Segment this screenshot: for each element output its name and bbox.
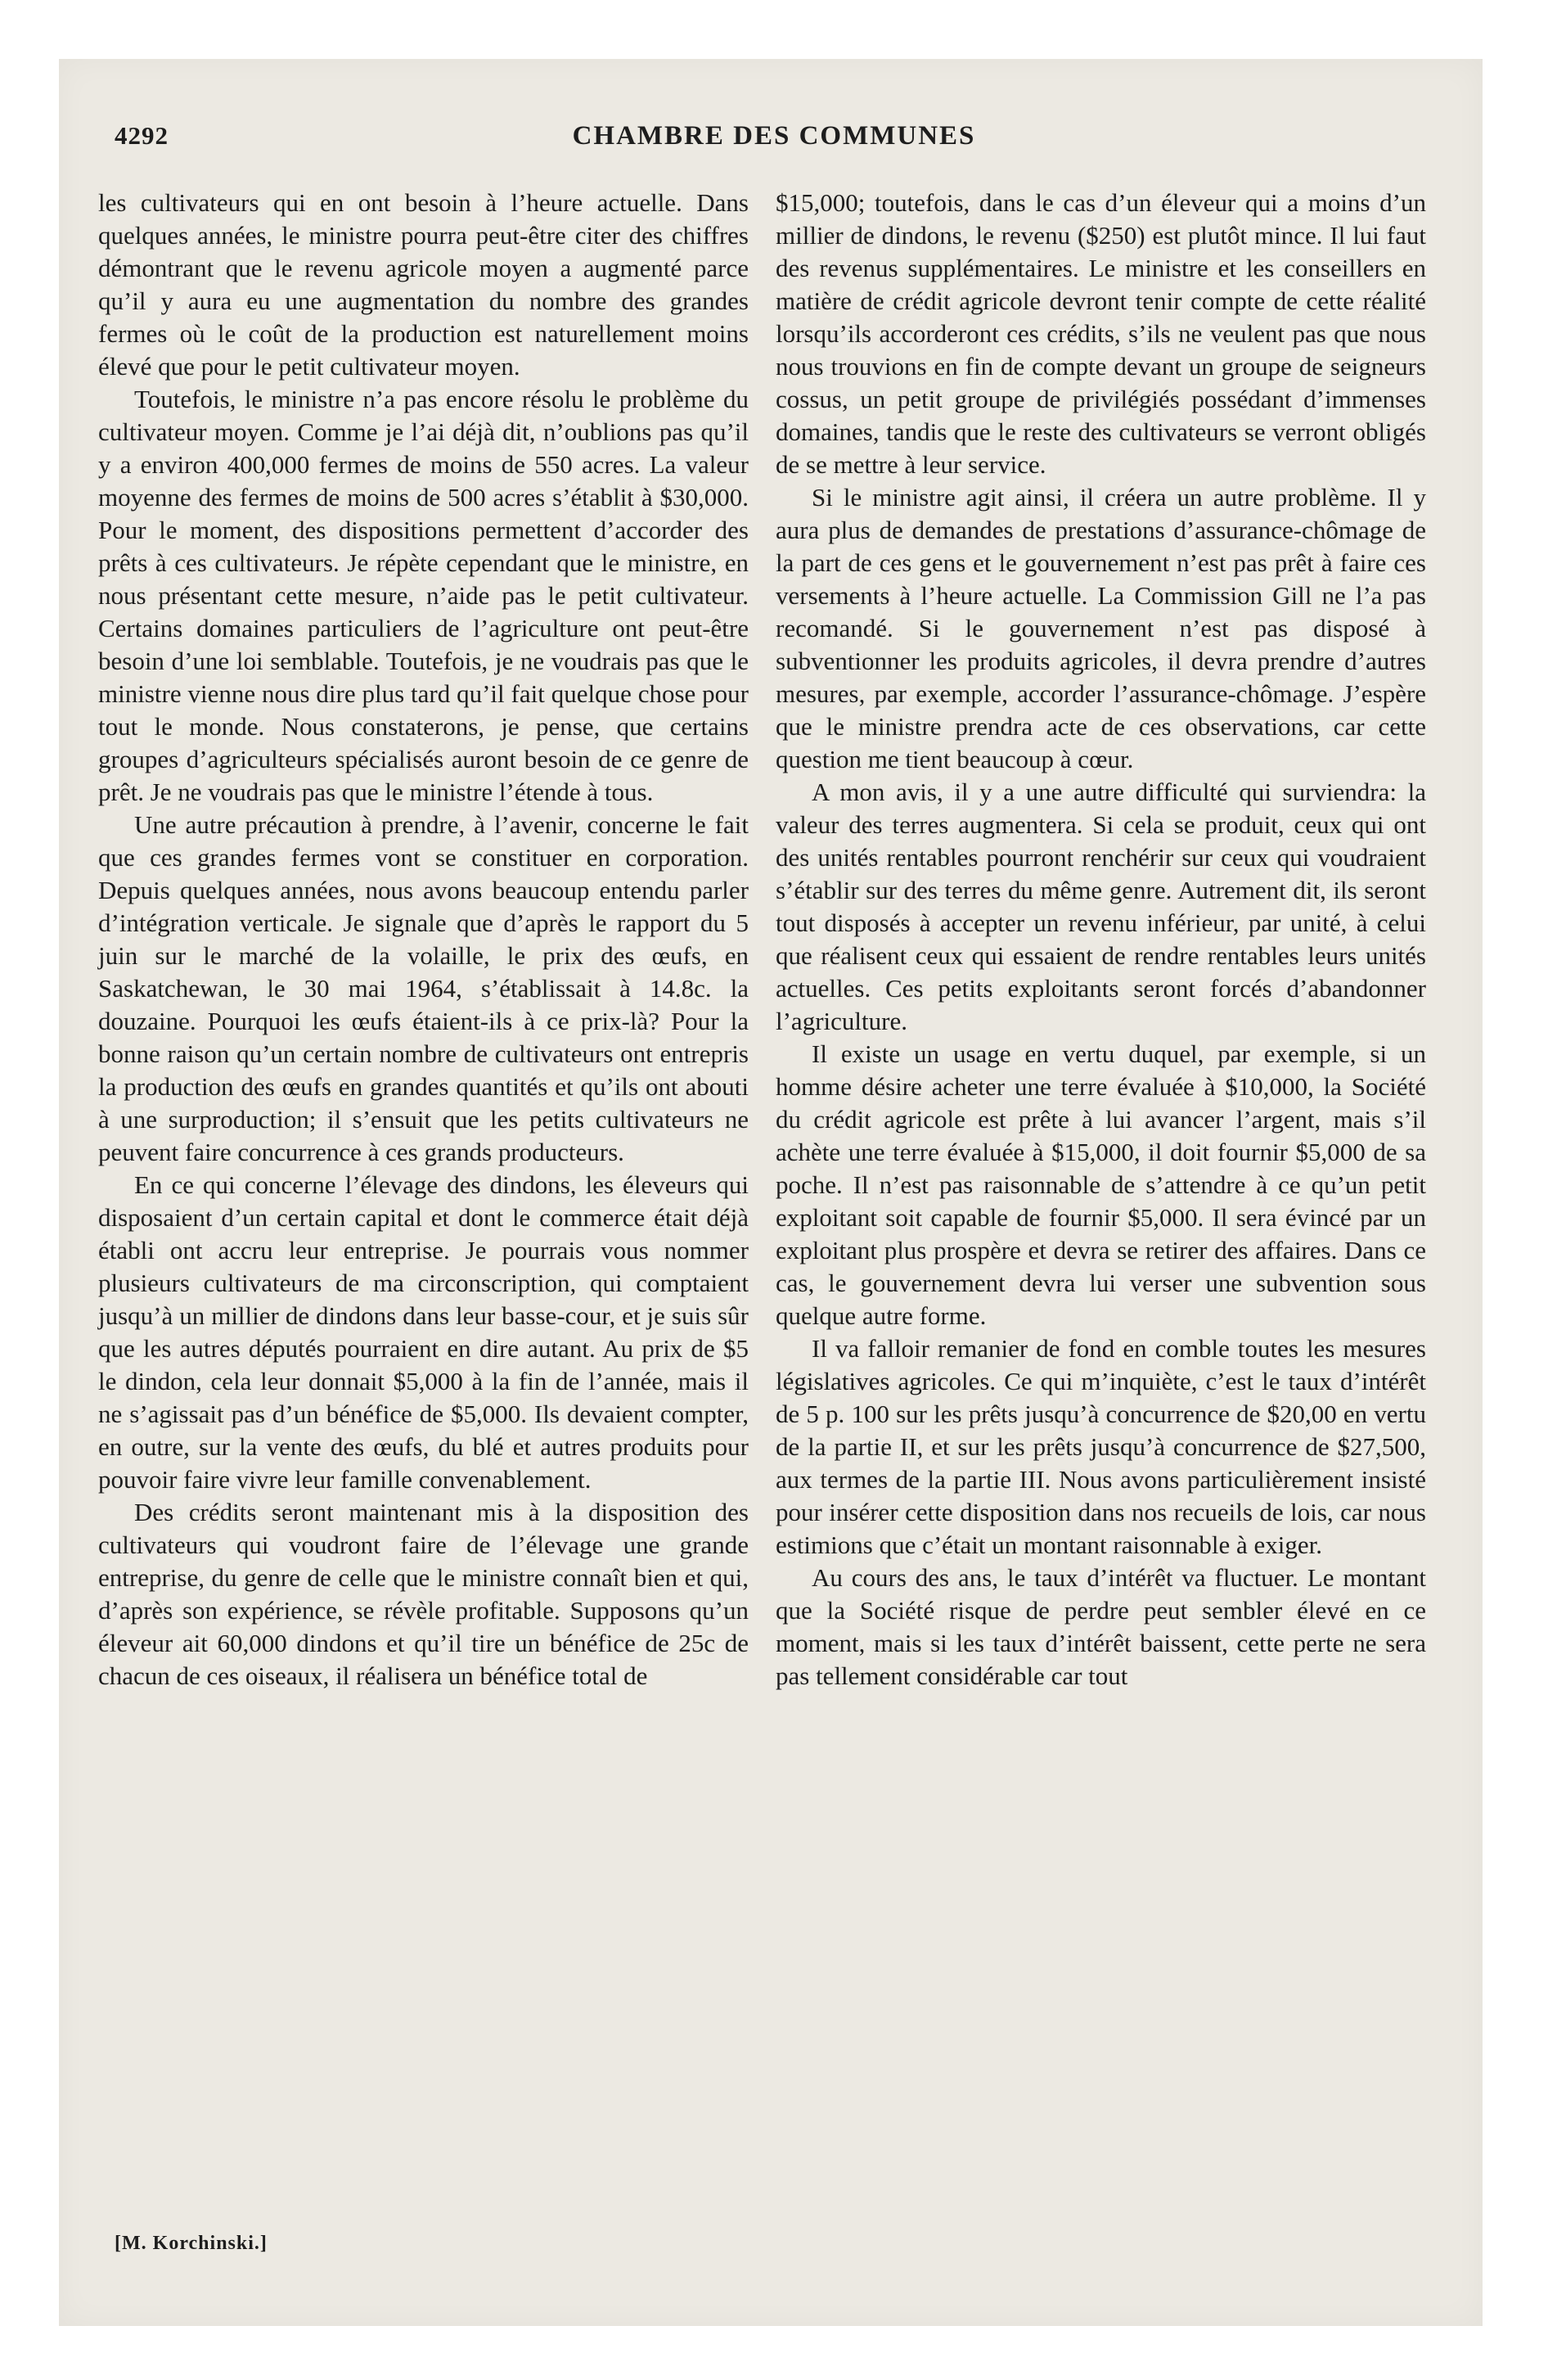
paragraph: Toutefois, le ministre n’a pas encore résolu le problème du cultivateur moyen. Comme je l’ai déjà dit, n’oublions pas qu’il y a environ 400,000 fermes de moins de 550 acres. La valeur moyenne des fermes de moins de 500 acres s’établit à $30,000. Pour le moment, des dispositions permettent d’accorder des prêts à ces cultivateurs. Je répète cependant que le ministre, en nous présentant cette mesure, n’aide pas le petit cultivateur. Certains domaines particuliers de l’agriculture ont peut-être besoin d’une loi semblable. Toutefois, je ne voudrais pas que le ministre vienne nous dire plus tard qu’il fait quelque chose pour tout le monde. Nous constaterons, je pense, que certains groupes d’agriculteurs spécialisés auront besoin de ce genre de prêt. Je ne voudrais pas que le ministre l’étende à tous.	[98, 385, 749, 806]
speaker-attribution: [M. Korchinski.]	[115, 2233, 268, 2254]
right-column	[776, 187, 1426, 1693]
left-column	[98, 187, 749, 1693]
paragraph: Des crédits seront maintenant mis à la disposition des cultivateurs qui voudront faire de l’élevage une grande entreprise, du genre de celle que le ministre connaît bien et qui, d’après son expérience, se révèle profitable. Supposons qu’un éleveur ait 60,000 dindons et qu’il tire un bénéfice de 25c de chacun de ces oiseaux, il réalisera un bénéfice total de	[98, 1498, 749, 1690]
paragraph: En ce qui concerne l’élevage des dindons, les éleveurs qui disposaient d’un certain capital et dont le commerce était déjà établi ont accru leur entreprise. Je pourrais vous nommer plusieurs cultivateurs de ma circonscription, qui comptaient jusqu’à un millier de dindons dans leur basse-cour, et je suis sûr que les autres députés pourraient en dire autant. Au prix de $5 le dindon, cela leur donnait $5,000 à la fin de l’année, mais il ne s’agissait pas d’un bénéfice de $5,000. Ils devaient compter, en outre, sur la vente des œufs, du blé et autres produits pour pouvoir faire vivre leur famille convenablement.	[98, 1170, 749, 1494]
paragraph: Une autre précaution à prendre, à l’avenir, concerne le fait que ces grandes fermes vont se constituer en corporation. Depuis quelques années, nous avons beaucoup entendu parler d’intégration verticale. Je signale que d’après le rapport du 5 juin sur le marché de la volaille, le prix des œufs, en Saskatchewan, le 30 mai 1964, s’établissait à 14.8c. la douzaine. Pourquoi les œufs étaient-ils à ce prix-là? Pour la bonne raison qu’un certain nombre de cultivateurs ont entrepris la production des œufs en grandes quantités et qu’ils ont abouti à une surproduction; il s’ensuit que les petits cultivateurs ne peuvent faire concurrence à ces grands producteurs.	[98, 810, 749, 1166]
page-number: 4292	[115, 121, 169, 150]
paragraph: A mon avis, il y a une autre difficulté qui surviendra: la valeur des terres augmentera. Si cela se produit, ceux qui ont des unités rentables pourront renchérir sur ceux qui voudraient s’établir sur des terres du même genre. Autrement dit, ils seront tout disposés à accepter un revenu inférieur, par unité, à celui que réalisent ceux qui essaient de rendre rentables leurs unités actuelles. Ces petits exploitants seront forcés d’abandonner l’agriculture.	[776, 778, 1426, 1035]
paragraph: Il existe un usage en vertu duquel, par exemple, si un homme désire acheter une terre évaluée à $10,000, la Société du crédit agricole est prête à lui avancer l’argent, mais s’il achète une terre évaluée à $15,000, il doit fournir $5,000 de sa poche. Il n’est pas raisonnable de s’attendre à ce qu’un petit exploitant soit capable de fournir $5,000. Il sera évincé par un exploitant plus prospère et devra se retirer des affaires. Dans ce cas, le gouvernement devra lui verser une subvention sous quelque autre forme.	[776, 1039, 1426, 1330]
paragraph: $15,000; toutefois, dans le cas d’un éleveur qui a moins d’un millier de dindons, le revenu ($250) est plutôt mince. Il lui faut des revenus supplémentaires. Le ministre et les conseillers en matière de crédit agricole devront tenir compte de cette réalité lorsqu’ils accorderont ces crédits, s’ils ne veulent pas que nous nous trouvions en fin de compte devant un groupe de seigneurs cossus, un petit groupe de privilégiés possédant d’immenses domaines, tandis que le reste des cultivateurs se verront obligés de se mettre à leur service.	[776, 188, 1426, 479]
paragraph: Si le ministre agit ainsi, il créera un autre problème. Il y aura plus de demandes de prestations d’assurance-chômage de la part de ces gens et le gouvernement n’est pas prêt à faire ces versements à l’heure actuelle. La Commission Gill ne l’a pas recomandé. Si le gouvernement n’est pas disposé à subventionner les produits agricoles, il devra prendre d’autres mesures, par exemple, accorder l’assurance-chômage. J’espère que le ministre prendra acte de ces observations, car cette question me tient beaucoup à cœur.	[776, 483, 1426, 773]
running-head: CHAMBRE DES COMMUNES	[572, 121, 976, 151]
paragraph: Au cours des ans, le taux d’intérêt va fluctuer. Le montant que la Société risque de perdre peut sembler élevé en ce moment, mais si les taux d’intérêt baissent, cette perte ne sera pas tellement considérable car tout	[776, 1563, 1426, 1690]
paragraph: les cultivateurs qui en ont besoin à l’heure actuelle. Dans quelques années, le ministre pourra peut-être citer des chiffres démontrant que le revenu agricole moyen a augmenté parce qu’il y aura eu une augmentation du nombre des grandes fermes où le coût de la production est naturellement moins élevé que pour le petit cultivateur moyen.	[98, 188, 749, 381]
paragraph: Il va falloir remanier de fond en comble toutes les mesures législatives agricoles. Ce qui m’inquiète, c’est le taux d’intérêt de 5 p. 100 sur les prêts jusqu’à concurrence de $20,00 en vertu de la partie II, et sur les prêts jusqu’à concurrence de $27,500, aux termes de la partie III. Nous avons particulièrement insisté pour insérer cette disposition dans nos recueils de lois, car nous estimions que c’était un montant raisonnable à exiger.	[776, 1334, 1426, 1559]
